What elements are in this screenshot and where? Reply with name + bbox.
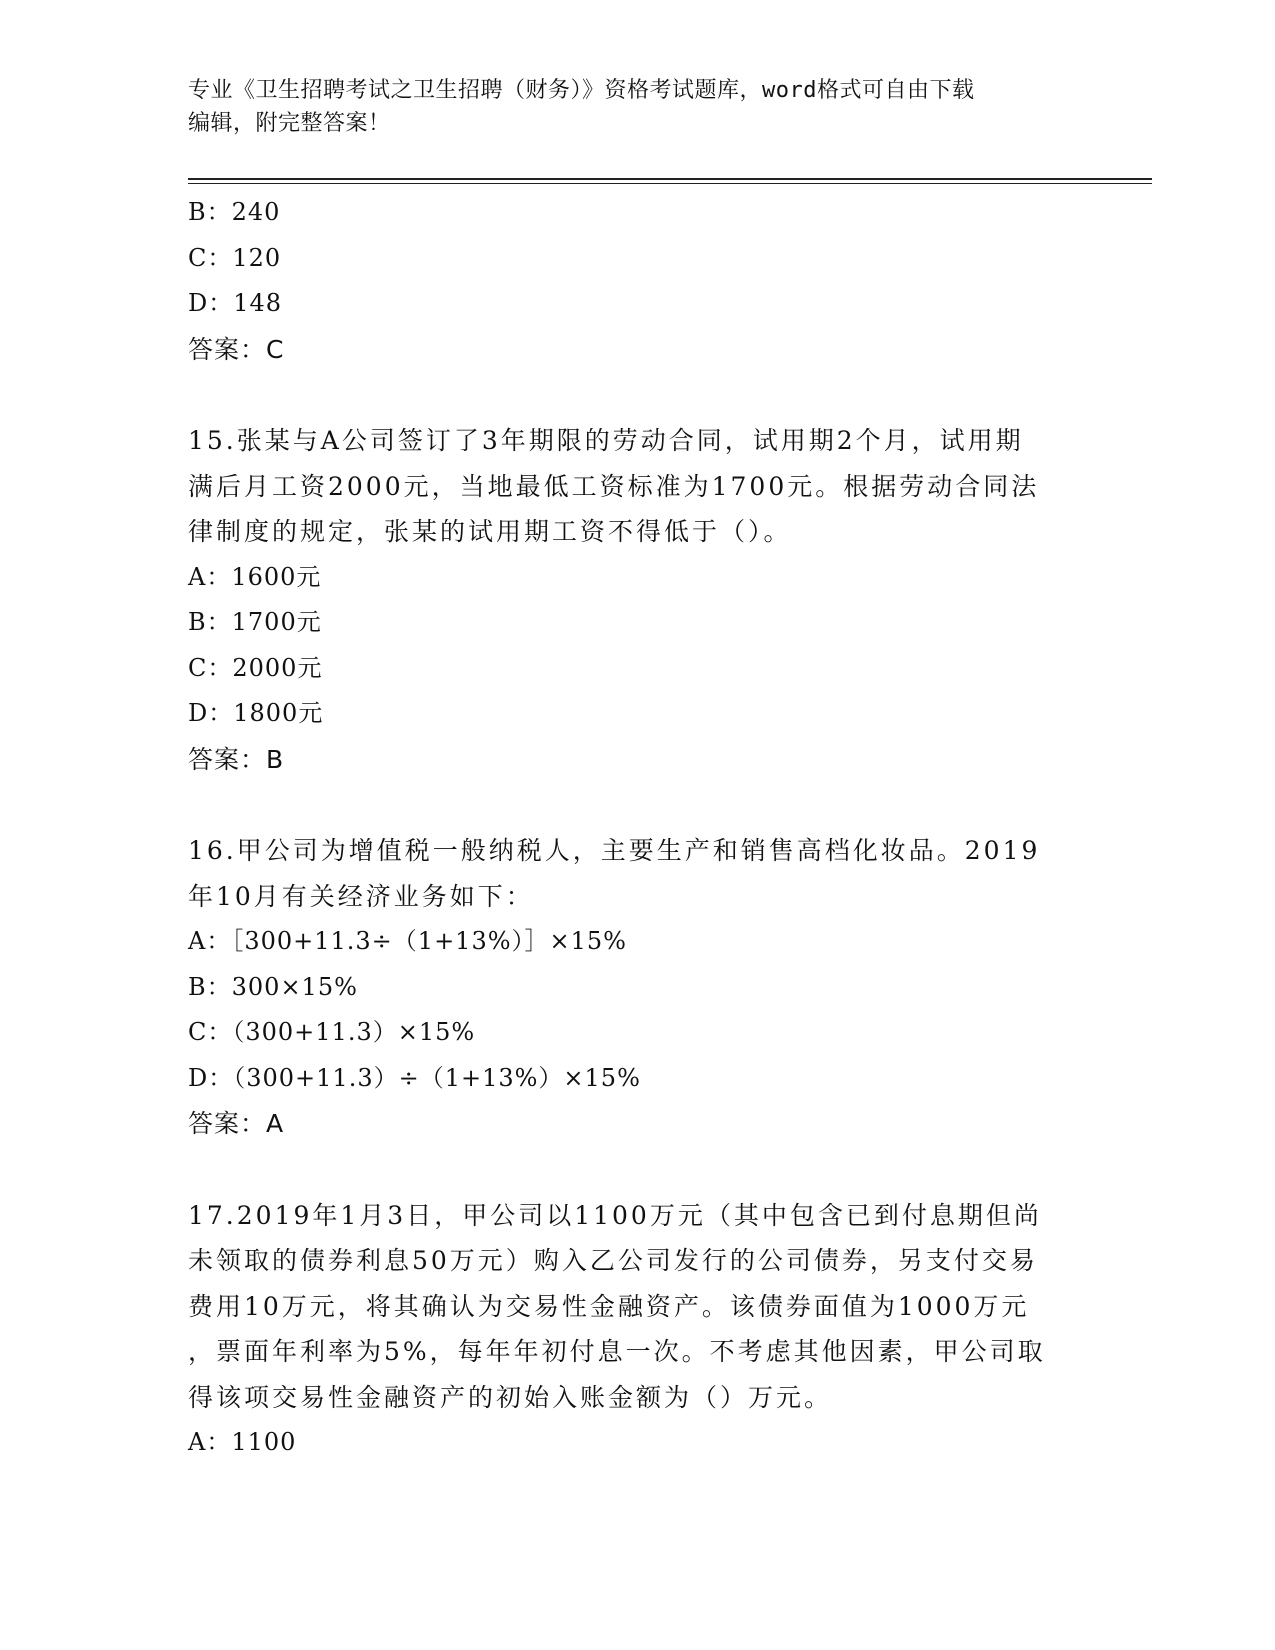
option-b: B：1700元 bbox=[188, 608, 322, 636]
question-line: ，票面年利率为5%，每年年初付息一次。不考虑其他因素，甲公司取 bbox=[188, 1337, 1046, 1366]
question-line: 得该项交易性金融资产的初始入账金额为（）万元。 bbox=[188, 1382, 833, 1412]
question-text bbox=[188, 1193, 1088, 1421]
question-17 bbox=[188, 1193, 1088, 1466]
option-c: C：（300+11.3）×15% bbox=[188, 1018, 476, 1046]
question-text bbox=[188, 828, 1088, 919]
header-line: 专业《卫生招聘考试之卫生招聘（财务）》资格考试题库，word格式可自由下载 bbox=[188, 78, 975, 103]
question-line: 年10月有关经济业务如下： bbox=[188, 881, 534, 911]
answer: 答案：A bbox=[188, 1109, 285, 1138]
answer: 答案：C bbox=[188, 334, 285, 364]
question-line: 17.2019年1月3日，甲公司以1100万元（其中包含已到付息期但尚 bbox=[188, 1200, 1042, 1230]
option-c: C：120 bbox=[188, 243, 282, 272]
prev-question-tail bbox=[188, 190, 1088, 372]
option-b: B：240 bbox=[188, 198, 281, 226]
option-b: B：300×15% bbox=[188, 972, 358, 1001]
question-line: 律制度的规定，张某的试用期工资不得低于（）。 bbox=[188, 517, 792, 546]
option-c: C：2000元 bbox=[188, 653, 323, 682]
option-d: D：148 bbox=[188, 289, 283, 317]
question-16 bbox=[188, 828, 1088, 1147]
option-a: A：［300+11.3÷（1+13%）］×15% bbox=[188, 927, 627, 955]
option-d: D：1800元 bbox=[188, 699, 324, 727]
question-line: 15.张某与A公司签订了3年期限的劳动合同，试用期2个月，试用期 bbox=[188, 426, 1024, 455]
question-line: 费用10万元，将其确认为交易性金融资产。该债券面值为1000万元 bbox=[188, 1291, 1030, 1321]
option-d: D：（300+11.3）÷（1+13%）×15% bbox=[188, 1063, 641, 1092]
header-line: 编辑，附完整答案！ bbox=[188, 111, 391, 136]
answer: 答案：B bbox=[188, 744, 285, 774]
question-line: 满后月工资2000元，当地最低工资标准为1700元。根据劳动合同法 bbox=[188, 471, 1040, 501]
header-divider-thin bbox=[188, 183, 1152, 184]
question-line: 未领取的债券利息50万元）购入乙公司发行的公司债券，另支付交易 bbox=[188, 1246, 1038, 1275]
question-text bbox=[188, 418, 1088, 555]
option-a: A：1100 bbox=[188, 1428, 297, 1456]
question-line: 16.甲公司为增值税一般纳税人，主要生产和销售高档化妆品。2019 bbox=[188, 836, 1041, 865]
question-15 bbox=[188, 418, 1088, 782]
header-divider bbox=[188, 178, 1152, 180]
question-list bbox=[188, 190, 1088, 1466]
option-a: A：1600元 bbox=[188, 562, 322, 591]
page-header bbox=[188, 74, 1068, 140]
